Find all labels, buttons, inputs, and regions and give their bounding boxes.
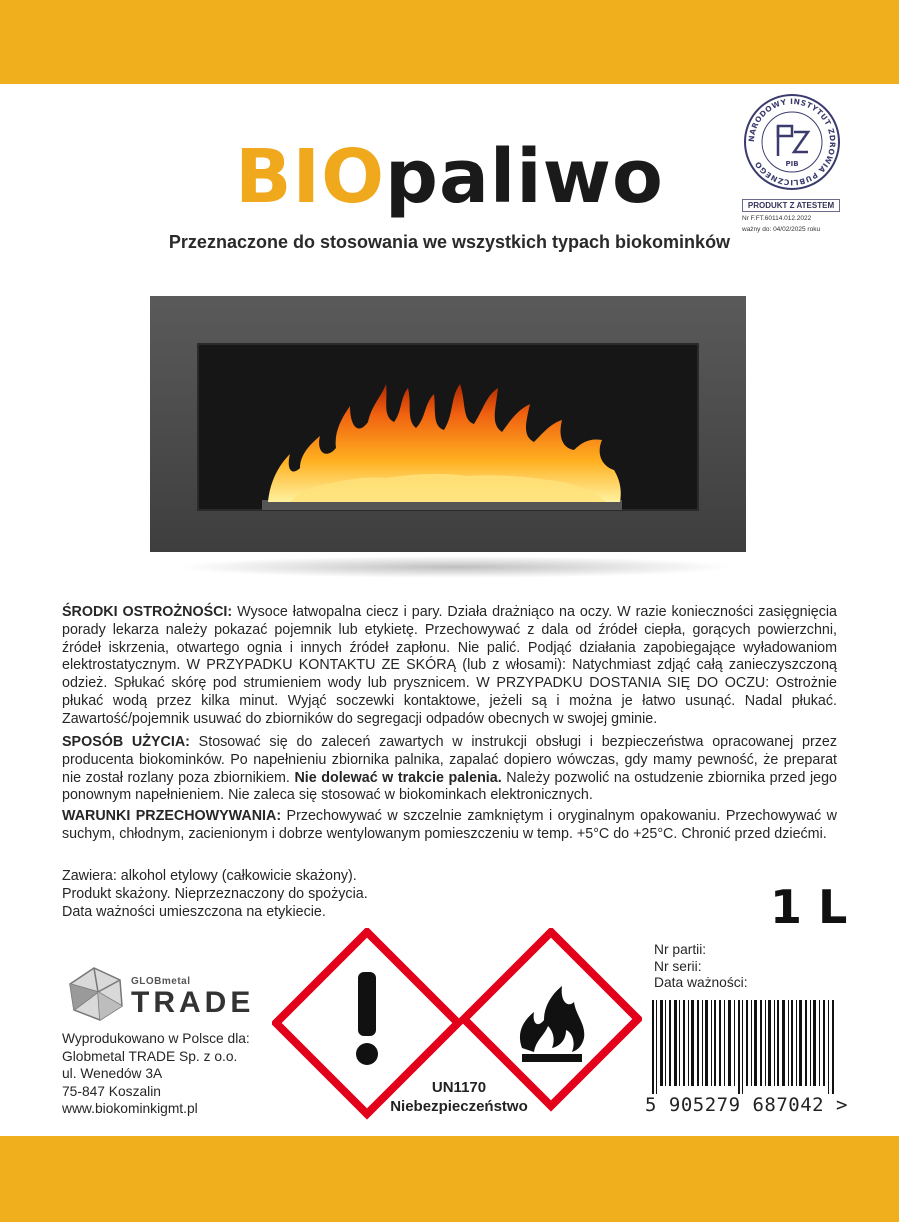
hazard-info xyxy=(384,1078,534,1116)
producer-line-2: Globmetal TRADE Sp. z o.o. xyxy=(62,1048,238,1064)
contents-line-2: Produkt skażony. Nieprzeznaczony do spożycia. xyxy=(62,885,368,902)
certificate-validity: ważny do: 04/02/2025 roku xyxy=(742,226,821,233)
usage-section xyxy=(62,734,837,805)
title-bio: BIO xyxy=(235,134,385,220)
usage-warning: Nie dolewać w trakcie palenia. xyxy=(294,769,502,786)
signal-word: Niebezpieczeństwo xyxy=(390,1098,528,1115)
batch-number-label: Nr partii: xyxy=(654,942,707,957)
usage-heading: SPOSÓB UŻYCIA: xyxy=(62,734,190,750)
usage-text-2: Należy pozwolić na ostudzenie zbiornika przed jego ponownym napełnieniem. Nie zaleca się stosować w biokominkach elektronicznych. xyxy=(62,769,838,804)
volume-label: 1 L xyxy=(770,880,848,934)
precautions-text: Wysoce łatwopalna ciecz i pary. Działa drażniąco na oczy. W razie konieczności zasięgnięcia porady lekarza należy pokazać pojemnik lub etykietę. Przechowywać z dala od źródeł ciepła, gorących powierzchni, źródeł iskrzenia, otwartego ognia i innych źródeł zapłonu. Nie palić. Podjąć działania zapobiegające wyładowaniom elektrostatycznym. W PRZYPADKU KONTAKTU ZE SKÓRĄ (lub z włosami): Natychmiast zdjąć całą zanieczyszczoną odzież. Spłukać skórę pod strumieniem wody lub prysznicem. W PRZYPADKU DOSTANIA SIĘ DO OCZU: Ostrożnie płukać wodą przez kilka minut. Wyjąć soczewki kontaktowe, jeżeli są i można je łatwo usunąć. Nadal płukać. Zawartość/pojemnik usuwać do zbiorników do segregacji odpadów obecnych w swojej gminie. xyxy=(62,604,837,727)
producer-line-4: 75-847 Koszalin xyxy=(62,1083,161,1099)
barcode-icon xyxy=(650,1000,838,1094)
certificate-stamp xyxy=(742,92,842,234)
un-number: UN1170 xyxy=(431,1079,487,1096)
contents-line-1: Zawiera: alkohol etylowy (całkowicie skażony). xyxy=(62,868,357,884)
contents-info xyxy=(62,868,368,921)
barcode-digits: 5 905279 687042 > xyxy=(645,1094,848,1116)
fireplace-image xyxy=(150,296,746,552)
product-subtitle: Przeznaczone do stosowania we wszystkich typach biokominków xyxy=(168,232,731,252)
storage-text: Przechowywać w szczelnie zamkniętym i oryginalnym opakowaniu. Przechowywać w suchym, chłodnym, zacienionym i dobrze wentylowanym pomieszczeniu w temp. +5°C do +25°C. Chronić przed dziećmi. xyxy=(62,808,837,842)
contents-line-3: Data ważności umieszczona na etykiecie. xyxy=(62,903,326,920)
precautions-section xyxy=(62,604,837,729)
serial-number-label: Nr serii: xyxy=(654,958,702,974)
seal-ring-text: NARODOWY INSTYTUT ZDROWIA PUBLICZNEGO xyxy=(746,96,838,188)
storage-heading: WARUNKI PRZECHOWYWANIA: xyxy=(62,808,282,824)
precautions-heading: ŚRODKI OSTROŻNOŚCI: xyxy=(62,604,233,620)
title-paliwo: paliwo xyxy=(385,134,664,220)
pzh-seal-icon xyxy=(742,92,842,192)
logo-text-small: GLOBmetal xyxy=(131,976,191,987)
svg-text:NARODOWY INSTYTUT ZDROWIA PUBL xyxy=(747,97,837,187)
top-color-band xyxy=(0,0,899,84)
storage-section xyxy=(62,808,837,844)
producer-website: www.biokominkigmt.pl xyxy=(62,1101,198,1116)
logo-text-big: TRADE xyxy=(131,986,255,1019)
producer-line-3: ul. Wenedów 3A xyxy=(62,1066,163,1081)
producer-info xyxy=(62,1030,250,1118)
batch-info xyxy=(654,942,748,992)
bottom-color-band xyxy=(0,1136,899,1222)
producer-line-1: Wyprodukowano w Polsce dla: xyxy=(62,1031,250,1046)
certificate-badge: PRODUKT Z ATESTEM xyxy=(742,199,840,212)
certificate-number: Nr F.FT.60114.012.2022 xyxy=(742,215,812,222)
expiry-date-label: Data ważności: xyxy=(654,975,748,990)
usage-text-1: Stosować się do zaleceń zawartych w instrukcji obsługi i bezpieczeństwa opracowanej przez producenta biokominków. Po napełnieniu zbiornika palnika, zapalać dopiero wówczas, gdy mamy pewność, że preparat nie został rozlany poza zbiornikiem. xyxy=(62,734,838,786)
fireplace-shadow xyxy=(175,556,735,578)
seal-abbr: PIB xyxy=(785,160,799,168)
